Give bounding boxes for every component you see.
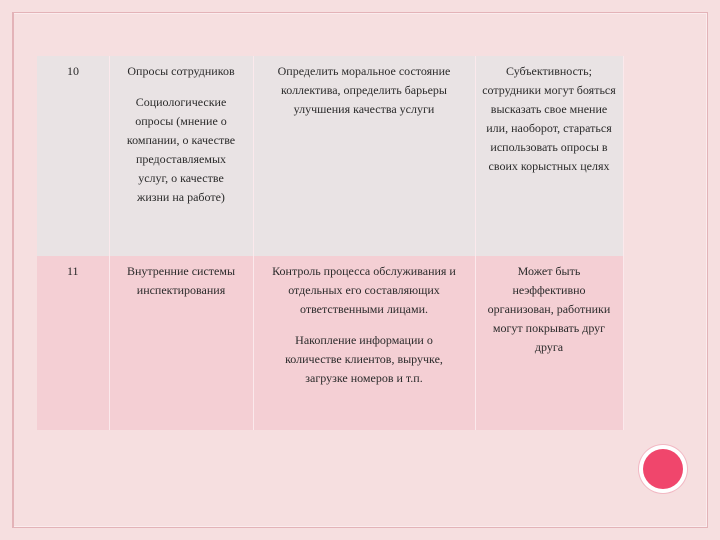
slide-left-strip (12, 12, 14, 528)
methods-table (37, 56, 624, 430)
drawbacks-cell: Субъективность; сотрудники могут бояться высказать свое мнение или, наоборот, стараться использовать опросы в своих корыстных целях (475, 56, 623, 256)
row-number: 10 (37, 56, 109, 256)
row-number: 11 (37, 256, 109, 430)
goal-cell: Определить моральное состояние коллектива, определить барьеры улучшения качества услуги (253, 56, 475, 256)
goal-text: Контроль процесса обслуживания и отдельных его составляющих ответственными лицами. (272, 264, 456, 316)
decorative-circle (643, 449, 683, 489)
table-row (37, 256, 623, 430)
method-name: Внутренние системы инспектирования (126, 264, 236, 297)
table-row (37, 56, 623, 256)
method-name: Опросы сотрудников (127, 64, 235, 78)
goal-cell (253, 256, 475, 430)
method-cell (109, 56, 253, 256)
method-cell (109, 256, 253, 430)
drawbacks-cell: Может быть неэффективно организован, работники могут покрывать друг друга (475, 256, 623, 430)
goal-extra-text: Накопление информации о количестве клиентов, выручке, загрузке номеров и т.п. (285, 333, 443, 385)
method-description: Социологические опросы (мнение о компании, о качестве предоставляемых услуг, о качестве жизни на работе) (126, 95, 236, 204)
